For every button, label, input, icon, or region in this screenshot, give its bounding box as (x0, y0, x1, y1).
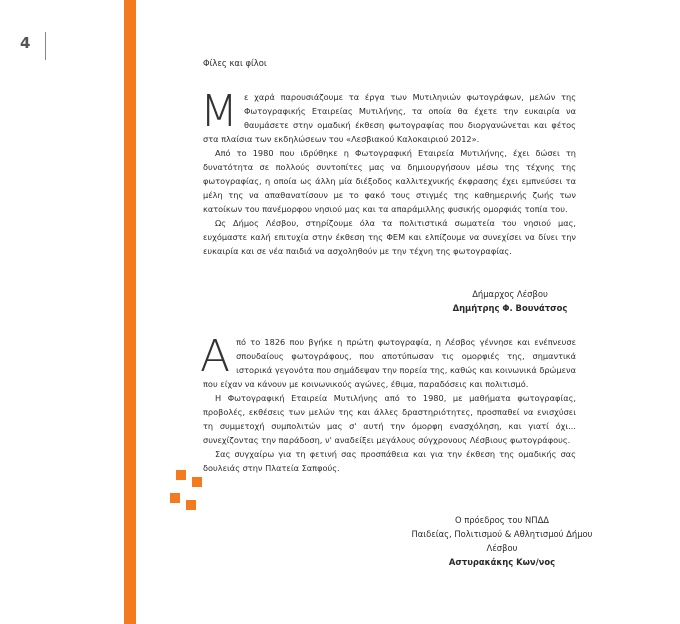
signature-title: Δήμαρχος Λέσβου (472, 289, 548, 299)
dropcap: Μ (200, 86, 238, 137)
letter-mayor-paragraph: Από το 1980 που ιδρύθηκε η Φωτογραφική Εταιρεία Μυτιλήνης, έχει δώσει τη δυνατότητα σε πολλούς συντοπίτες μας να δημιουργήσουν μέσω της τέχνης της φωτογραφίας, η οποία ως άλλη μία διέξοδος καλλιτεχνικής έκφρασης έχει εμπνεύσει τα μέλη της να απαθανατίσουν με το φακό τους στιγμές της καθημερινής ζωής των κατοίκων του πανέμορφου νησιού μας και τα απαράμιλλης φυσικής ομορφιάς τοπία του. (203, 148, 576, 214)
accent-bar (124, 0, 136, 624)
signature-president (382, 513, 622, 569)
letter-mayor-lead (200, 86, 576, 146)
decor-square (170, 493, 180, 503)
letter-president-paragraph: Η Φωτογραφική Εταιρεία Μυτιλήνης από το 1980, με μαθήματα φωτογραφίας, προβολές, εκθέσεις των μελών της και άλλες δραστηριότητες, προσπαθεί να ενισχύσει τη συμμετοχή συμπολιτών μας σ' αυτή την όμορφη ενασχόληση, και γιατί όχι... συνεχίζοντας την παράδοση, ν' αναδείξει μεγάλους σύγχρονους Λέσβιους φωτογράφους. (203, 393, 576, 445)
dropcap: Α (200, 331, 231, 382)
page-number: 4 (20, 34, 31, 52)
decor-square (192, 477, 202, 487)
signature-name: Δημήτρης Φ. Βουνάτσος (452, 303, 568, 313)
letter-mayor-paragraph: Ως Δήμος Λέσβου, στηρίζουμε όλα τα πολιτιστικά σωματεία του νησιού μας, ευχόμαστε καλή επιτυχία στην έκθεση της ΦΕΜ και ελπίζουμε να συνεχίσει να δίνει την ευκαιρία και σε νέα παιδιά να ασχοληθούν με την τέχνη της φωτογραφίας. (203, 218, 576, 256)
decor-square (176, 470, 186, 480)
letter-president (200, 331, 576, 475)
lead-text: ε χαρά παρουσιάζουμε τα έργα των Μυτιληνιών φωτογράφων, μελών της Φωτογραφικής Εταιρείας Μυτιλήνης, τα οποία θα έχετε την ευκαιρία να θαυμάσετε στην ομαδική έκθεση φωτογραφίας που διοργανώνεται και φέτος στα πλαίσια των εκδηλώσεων του «Λεσβιακού Καλοκαιριού 2012». (203, 92, 576, 144)
signature-line: Παιδείας, Πολιτισμού & Αθλητισμού Δήμου (411, 529, 593, 539)
greeting: Φίλες και φίλοι (203, 58, 267, 68)
signature-line: Ο πρόεδρος του ΝΠΔΔ (454, 515, 550, 525)
page-number-divider (45, 32, 46, 60)
signature-mayor (420, 287, 600, 315)
signature-name: Αστυρακάκης Κων/νος (448, 557, 556, 567)
decor-square (186, 500, 196, 510)
letter-mayor (200, 86, 576, 258)
letter-president-paragraph: Σας συγχαίρω για τη φετινή σας προσπάθεια και για την έκθεση της ομαδικής σας δουλειάς στην Πλατεία Σαπφούς. (203, 449, 576, 473)
letter-president-lead (200, 331, 576, 391)
signature-line: Λέσβου (486, 543, 518, 553)
lead-text: πό το 1826 που βγήκε η πρώτη φωτογραφία, η Λέσβος γέννησε και ενέπνευσε σπουδαίους φωτογράφους, που αποτύπωσαν τις ομορφιές της, σημαντικά ιστορικά γεγονότα που σημάδεψαν την πορεία της, καθώς και κοινωνικά δρώμενα που είχαν να κάνουν με κοινωνικούς αγώνες, έθιμα, παραδόσεις και πολιτισμό. (203, 337, 576, 389)
